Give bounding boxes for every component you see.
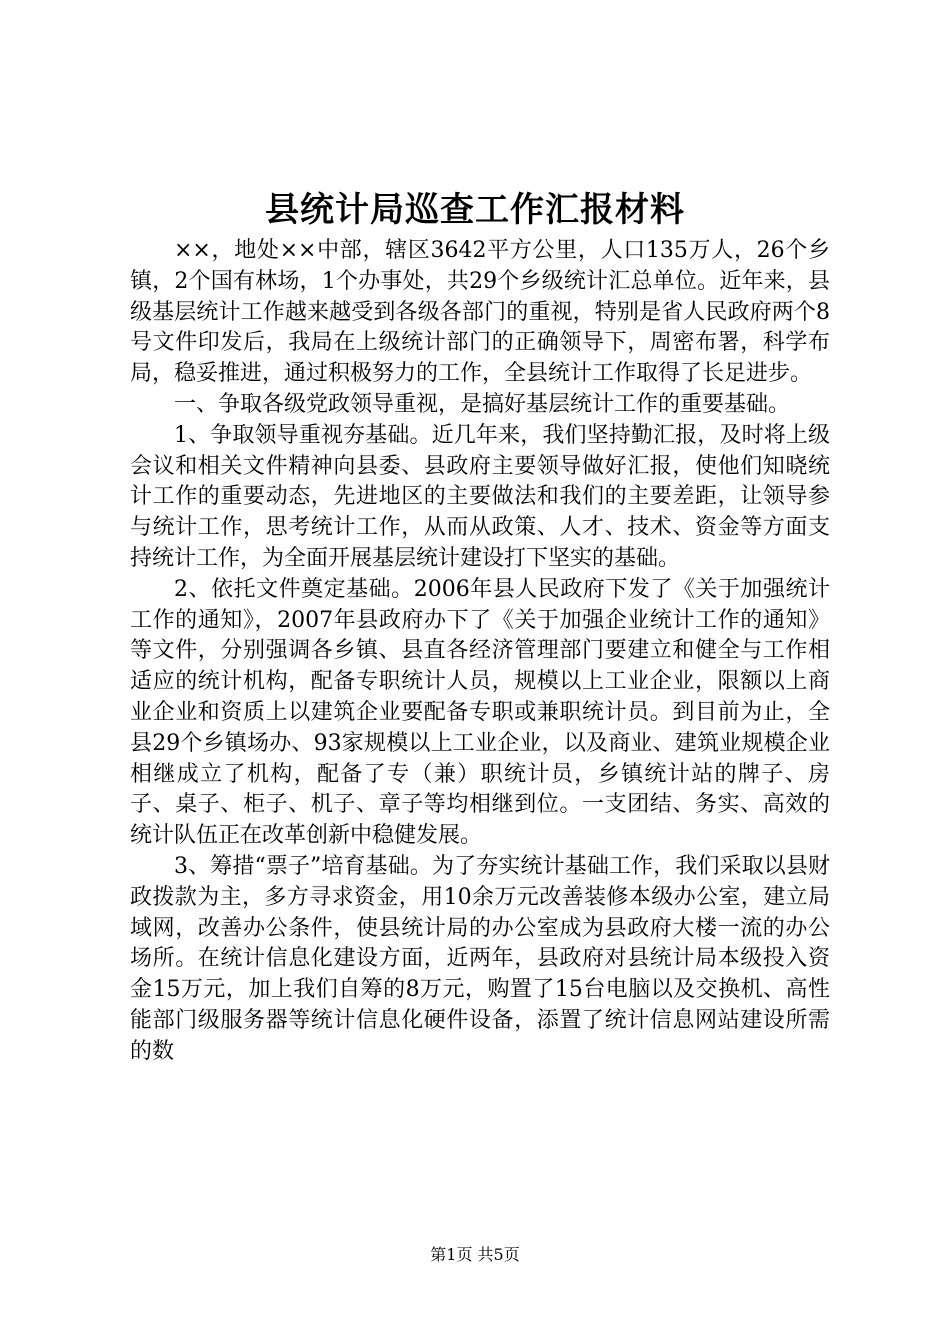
paragraph-point-2: 2、依托文件奠定基础。2006年县人民政府下发了《关于加强统计工作的通知》，2007年县政府办下了《关于加强企业统计工作的通知》等文件，分别强调各乡镇、县直各经济管理部门要建立和健全与工作相适应的统计机构，配备专职统计人员，规模以上工业企业，限额以上商业企业和资质上以建筑企业要配备专职或兼职统计员。到目前为止，全县29个乡镇场办、93家规模以上工业企业，以及商业、建筑业规模企业相继成立了机构，配备了专（兼）职统计员，乡镇统计站的牌子、房子、桌子、柜子、机子、章子等均相继到位。一支团结、务实、高效的统计队伍正在改革创新中稳健发展。 bbox=[130, 576, 830, 849]
paragraph-section-heading: 一、争取各级党政领导重视，是搞好基层统计工作的重要基础。 bbox=[174, 391, 791, 417]
document-body bbox=[130, 236, 830, 1068]
document-title: 县统计局巡查工作汇报材料 bbox=[265, 190, 685, 230]
paragraph-point-1: 1、争取领导重视夯基础。近几年来，我们坚持勤汇报，及时将上级会议和相关文件精神向县委、县政府主要领导做好汇报，使他们知晓统计工作的重要动态，先进地区的主要做法和我们的主要差距，让领导参与统计工作，思考统计工作，从而从政策、人才、技术、资金等方面支持统计工作，为全面开展基层统计建设打下坚实的基础。 bbox=[130, 422, 830, 571]
page-number-footer: 第1页 共5页 bbox=[430, 1245, 520, 1264]
paragraph-intro: ××，地处××中部，辖区3642平方公里，人口135万人，26个乡镇，2个国有林场，1个办事处，共29个乡级统计汇总单位。近年来，县级基层统计工作越来越受到各级各部门的重视，特别是省人民政府两个8号文件印发后，我局在上级统计部门的正确领导下，周密布署，科学布局，稳妥推进，通过积极努力的工作，全县统计工作取得了长足进步。 bbox=[130, 238, 830, 387]
paragraph-point-3: 3、筹措“票子”培育基础。为了夯实统计基础工作，我们采取以县财政拨款为主，多方寻求资金，用10余万元改善装修本级办公室，建立局域网，改善办公条件，使县统计局的办公室成为县政府大楼一流的办公场所。在统计信息化建设方面，近两年，县政府对县统计局本级投入资金15万元，加上我们自筹的8万元，购置了15台电脑以及交换机、高性能部门级服务器等统计信息化硬件设备，添置了统计信息网站建设所需的数 bbox=[130, 853, 830, 1064]
